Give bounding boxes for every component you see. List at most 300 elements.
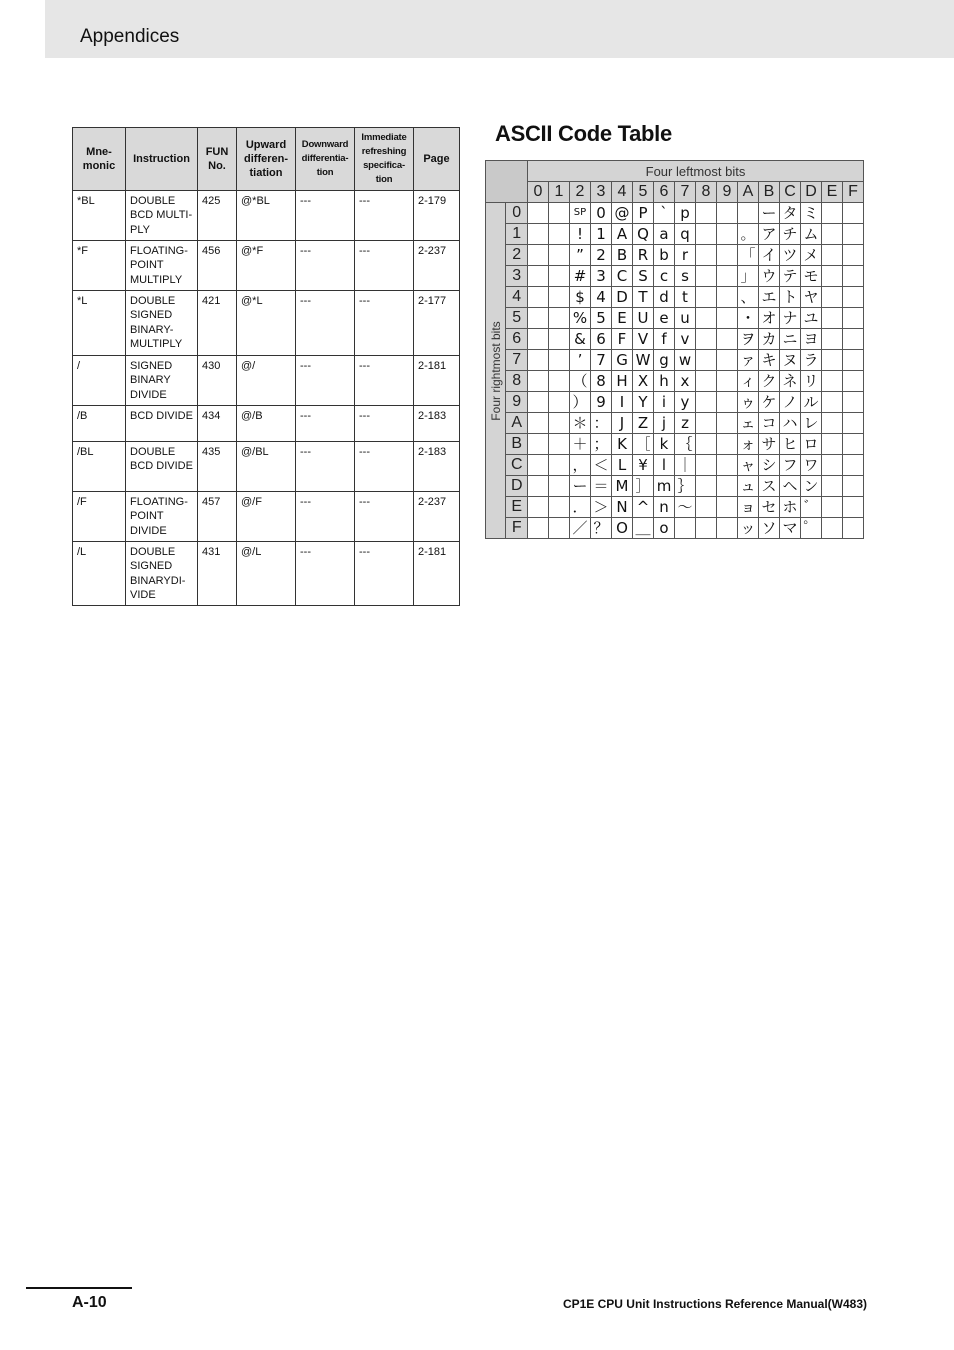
ascii-cell	[843, 455, 864, 476]
ascii-cell: ／	[570, 518, 591, 539]
ascii-cell: ラ	[801, 350, 822, 371]
ascii-cell: Z	[633, 413, 654, 434]
ascii-cell	[549, 455, 570, 476]
ascii-cell: ヘ	[780, 476, 801, 497]
ascii-cell: ー	[570, 476, 591, 497]
ascii-cell: ソ	[759, 518, 780, 539]
ascii-cell: z	[675, 413, 696, 434]
ascii-cell	[843, 203, 864, 224]
page-cell: 2-183	[414, 442, 460, 492]
ascii-cell	[843, 245, 864, 266]
ascii-cell: ッ	[738, 518, 759, 539]
ascii-cell: ハ	[780, 413, 801, 434]
ascii-cell: ）	[570, 392, 591, 413]
ascii-cell: ス	[759, 476, 780, 497]
ascii-cell: ＋	[570, 434, 591, 455]
fun-no-cell: 421	[198, 291, 237, 356]
ascii-cell: S	[633, 266, 654, 287]
header-page: Page	[414, 128, 460, 191]
fun-no-cell: 435	[198, 442, 237, 492]
downward-cell: ---	[296, 291, 355, 356]
ascii-cell: ツ	[780, 245, 801, 266]
ascii-cell: L	[612, 455, 633, 476]
ascii-cell	[717, 518, 738, 539]
ascii-cell: ネ	[780, 371, 801, 392]
ascii-cell	[549, 329, 570, 350]
ascii-cell: ナ	[780, 308, 801, 329]
ascii-cell	[843, 371, 864, 392]
ascii-cell: フ	[780, 455, 801, 476]
ascii-cell: %	[570, 308, 591, 329]
ascii-cell	[528, 518, 549, 539]
instruction-cell: DOUBLE BCD DIVIDE	[126, 442, 198, 492]
ascii-cell	[717, 329, 738, 350]
ascii-cell: s	[675, 266, 696, 287]
downward-cell: ---	[296, 241, 355, 291]
table-row	[73, 442, 460, 492]
ascii-cell: 0	[591, 203, 612, 224]
instruction-cell: DOUBLE SIGNED BINARYDI-VIDE	[126, 542, 198, 606]
header-immediate: Immediate refreshing specifica- tion	[355, 128, 414, 191]
ascii-cell: $	[570, 287, 591, 308]
ascii-cell: i	[654, 392, 675, 413]
ascii-column-header: 3	[591, 182, 612, 203]
ascii-cell: ン	[801, 476, 822, 497]
ascii-cell	[549, 413, 570, 434]
ascii-cell	[843, 350, 864, 371]
header-downward: Downward differentia- tion	[296, 128, 355, 191]
table-row	[73, 241, 460, 291]
ascii-cell: ュ	[738, 476, 759, 497]
ascii-cell: オ	[759, 308, 780, 329]
ascii-cell: ？	[591, 518, 612, 539]
ascii-cell	[717, 413, 738, 434]
ascii-cell	[696, 497, 717, 518]
ascii-cell: ゛	[801, 497, 822, 518]
ascii-column-header: 7	[675, 182, 696, 203]
table-row	[73, 356, 460, 406]
ascii-cell	[696, 518, 717, 539]
ascii-row	[486, 266, 864, 287]
ascii-column-header: 9	[717, 182, 738, 203]
ascii-corner	[486, 161, 528, 203]
ascii-row-header: D	[506, 476, 528, 497]
page-cell: 2-179	[414, 191, 460, 241]
ascii-cell: ＿	[633, 518, 654, 539]
ascii-cell	[717, 308, 738, 329]
ascii-cell: メ	[801, 245, 822, 266]
ascii-cell: モ	[801, 266, 822, 287]
immediate-cell: ---	[355, 442, 414, 492]
ascii-cell	[843, 413, 864, 434]
table-row	[73, 291, 460, 356]
ascii-cell: J	[612, 413, 633, 434]
ascii-cell	[843, 329, 864, 350]
page-cell: 2-181	[414, 542, 460, 606]
ascii-cell: ＊	[570, 413, 591, 434]
section-title: Appendices	[80, 26, 180, 47]
fun-no-cell: 456	[198, 241, 237, 291]
ascii-cell: `	[654, 203, 675, 224]
ascii-cell: ：	[591, 413, 612, 434]
ascii-cell	[549, 308, 570, 329]
ascii-cell	[843, 518, 864, 539]
ascii-cell	[696, 413, 717, 434]
ascii-cell	[822, 455, 843, 476]
instruction-cell: BCD DIVIDE	[126, 406, 198, 442]
ascii-cell: カ	[759, 329, 780, 350]
ascii-column-header: 0	[528, 182, 549, 203]
ascii-cell: ニ	[780, 329, 801, 350]
ascii-cell: B	[612, 245, 633, 266]
ascii-cell	[528, 371, 549, 392]
ascii-cell: ホ	[780, 497, 801, 518]
ascii-row	[486, 434, 864, 455]
upward-cell: @/L	[237, 542, 296, 606]
ascii-cell	[528, 392, 549, 413]
ascii-cell: 4	[591, 287, 612, 308]
ascii-cell	[822, 413, 843, 434]
downward-cell: ---	[296, 356, 355, 406]
ascii-column-header: A	[738, 182, 759, 203]
ascii-cell: ’	[570, 350, 591, 371]
ascii-cell	[528, 329, 549, 350]
ascii-cell: n	[654, 497, 675, 518]
ascii-cell: T	[633, 287, 654, 308]
mnemonic-cell: *BL	[73, 191, 126, 241]
ascii-cell: ”	[570, 245, 591, 266]
ascii-cell	[549, 350, 570, 371]
ascii-cell	[717, 476, 738, 497]
ascii-cell	[549, 434, 570, 455]
ascii-cell: o	[654, 518, 675, 539]
downward-cell: ---	[296, 542, 355, 606]
ascii-cell: m	[654, 476, 675, 497]
ascii-cell: 8	[591, 371, 612, 392]
mnemonic-cell: *L	[73, 291, 126, 356]
ascii-cell: y	[675, 392, 696, 413]
ascii-row	[486, 518, 864, 539]
ascii-cell	[696, 455, 717, 476]
ascii-cell: h	[654, 371, 675, 392]
ascii-cell	[822, 434, 843, 455]
upward-cell: @*F	[237, 241, 296, 291]
ascii-cell: U	[633, 308, 654, 329]
ascii-row	[486, 245, 864, 266]
ascii-cell	[822, 497, 843, 518]
ascii-row-header: E	[506, 497, 528, 518]
ascii-cell	[717, 203, 738, 224]
ascii-cell	[696, 287, 717, 308]
ascii-cell	[549, 476, 570, 497]
ascii-cell: ォ	[738, 434, 759, 455]
ascii-cell	[717, 497, 738, 518]
ascii-cell: 1	[591, 224, 612, 245]
immediate-cell: ---	[355, 492, 414, 542]
ascii-cell: ＜	[591, 455, 612, 476]
ascii-row	[486, 329, 864, 350]
ascii-cell: C	[612, 266, 633, 287]
ascii-cell: SP	[570, 203, 591, 224]
ascii-cell	[822, 287, 843, 308]
ascii-cell	[717, 287, 738, 308]
ascii-cell: 3	[591, 266, 612, 287]
ascii-cell: M	[612, 476, 633, 497]
ascii-cell: ー	[759, 203, 780, 224]
header-fun-no: FUN No.	[198, 128, 237, 191]
ascii-cell	[822, 266, 843, 287]
ascii-cell: ト	[780, 287, 801, 308]
ascii-cell	[549, 497, 570, 518]
header-band	[45, 0, 954, 58]
ascii-row-header: B	[506, 434, 528, 455]
ascii-cell: 6	[591, 329, 612, 350]
upward-cell: @/	[237, 356, 296, 406]
ascii-cell: a	[654, 224, 675, 245]
ascii-cell: j	[654, 413, 675, 434]
instruction-table	[72, 127, 460, 606]
ascii-cell: タ	[780, 203, 801, 224]
ascii-cell: R	[633, 245, 654, 266]
ascii-cell: A	[612, 224, 633, 245]
ascii-cell	[549, 392, 570, 413]
fun-no-cell: 430	[198, 356, 237, 406]
ascii-row-header: 7	[506, 350, 528, 371]
ascii-cell: ・	[738, 308, 759, 329]
ascii-row-header: 0	[506, 203, 528, 224]
ascii-cell	[738, 203, 759, 224]
ascii-cell	[843, 497, 864, 518]
ascii-cell	[549, 245, 570, 266]
ascii-cell: ．	[570, 497, 591, 518]
ascii-cell	[822, 329, 843, 350]
ascii-cell: ；	[591, 434, 612, 455]
ascii-row	[486, 224, 864, 245]
ascii-row-header: 2	[506, 245, 528, 266]
fun-no-cell: 457	[198, 492, 237, 542]
ascii-cell	[528, 203, 549, 224]
ascii-cell: ノ	[780, 392, 801, 413]
row-group-label: Four rightmost bits	[488, 320, 503, 421]
ascii-cell	[528, 224, 549, 245]
table-row	[73, 191, 460, 241]
ascii-cell	[528, 413, 549, 434]
instruction-cell: FLOATING-POINT DIVIDE	[126, 492, 198, 542]
ascii-cell: p	[675, 203, 696, 224]
ascii-cell: ィ	[738, 371, 759, 392]
ascii-cell	[717, 266, 738, 287]
table-row	[73, 406, 460, 442]
downward-cell: ---	[296, 406, 355, 442]
row-group-label-cell	[486, 203, 506, 539]
ascii-cell	[528, 434, 549, 455]
ascii-cell: #	[570, 266, 591, 287]
ascii-cell: （	[570, 371, 591, 392]
ascii-cell	[717, 371, 738, 392]
ascii-code-table	[485, 160, 864, 539]
instruction-cell: FLOATING-POINT MULTIPLY	[126, 241, 198, 291]
ascii-cell: ヌ	[780, 350, 801, 371]
ascii-cell: P	[633, 203, 654, 224]
ascii-cell: ，	[570, 455, 591, 476]
ascii-cell: E	[612, 308, 633, 329]
ascii-row-header: 3	[506, 266, 528, 287]
ascii-row-header: 6	[506, 329, 528, 350]
ascii-cell: ケ	[759, 392, 780, 413]
ascii-cell: H	[612, 371, 633, 392]
ascii-cell	[843, 434, 864, 455]
ascii-row-header: 1	[506, 224, 528, 245]
ascii-cell: O	[612, 518, 633, 539]
ascii-cell	[528, 476, 549, 497]
header-mnemonic: Mne- monic	[73, 128, 126, 191]
ascii-cell	[696, 308, 717, 329]
ascii-cell	[528, 245, 549, 266]
ascii-cell: N	[612, 497, 633, 518]
ascii-cell: ロ	[801, 434, 822, 455]
ascii-column-header: D	[801, 182, 822, 203]
upward-cell: @*L	[237, 291, 296, 356]
ascii-cell	[843, 224, 864, 245]
ascii-cell	[549, 287, 570, 308]
ascii-row	[486, 455, 864, 476]
ascii-row	[486, 203, 864, 224]
instruction-cell: DOUBLE SIGNED BINARY-MULTIPLY	[126, 291, 198, 356]
ascii-column-header-row	[486, 182, 864, 203]
ascii-column-header: F	[843, 182, 864, 203]
ascii-cell	[675, 518, 696, 539]
ascii-cell: リ	[801, 371, 822, 392]
page-number: A-10	[72, 1294, 107, 1311]
instruction-cell: DOUBLE BCD MULTI-PLY	[126, 191, 198, 241]
ascii-row-header: 5	[506, 308, 528, 329]
ascii-row-header: F	[506, 518, 528, 539]
ascii-row	[486, 497, 864, 518]
ascii-cell: F	[612, 329, 633, 350]
ascii-cell: 9	[591, 392, 612, 413]
ascii-cell: l	[654, 455, 675, 476]
ascii-row	[486, 287, 864, 308]
ascii-row	[486, 350, 864, 371]
immediate-cell: ---	[355, 191, 414, 241]
ascii-cell	[696, 245, 717, 266]
ascii-cell: ｛	[675, 434, 696, 455]
ascii-cell: e	[654, 308, 675, 329]
footer-rule	[26, 1287, 132, 1289]
page-cell: 2-177	[414, 291, 460, 356]
ascii-cell	[696, 434, 717, 455]
ascii-cell: ～	[675, 497, 696, 518]
ascii-cell: w	[675, 350, 696, 371]
ascii-cell	[696, 329, 717, 350]
ascii-cell: V	[633, 329, 654, 350]
ascii-cell: u	[675, 308, 696, 329]
ascii-cell: 。	[738, 224, 759, 245]
ascii-cell: キ	[759, 350, 780, 371]
ascii-cell	[528, 308, 549, 329]
fun-no-cell: 434	[198, 406, 237, 442]
ascii-row	[486, 392, 864, 413]
immediate-cell: ---	[355, 356, 414, 406]
immediate-cell: ---	[355, 291, 414, 356]
ascii-cell: イ	[759, 245, 780, 266]
ascii-cell: v	[675, 329, 696, 350]
ascii-column-header: E	[822, 182, 843, 203]
ascii-cell: セ	[759, 497, 780, 518]
ascii-cell: ¥	[633, 455, 654, 476]
ascii-cell: Y	[633, 392, 654, 413]
ascii-cell	[822, 245, 843, 266]
ascii-cell	[717, 392, 738, 413]
ascii-cell: 、	[738, 287, 759, 308]
manual-title: CP1E CPU Unit Instructions Reference Manual(W483)	[562, 1297, 867, 1311]
ascii-row-header: 4	[506, 287, 528, 308]
fun-no-cell: 425	[198, 191, 237, 241]
ascii-cell	[528, 497, 549, 518]
ascii-cell: W	[633, 350, 654, 371]
table-row	[73, 492, 460, 542]
ascii-cell: D	[612, 287, 633, 308]
ascii-cell: ル	[801, 392, 822, 413]
ascii-cell: &	[570, 329, 591, 350]
ascii-cell	[822, 224, 843, 245]
downward-cell: ---	[296, 492, 355, 542]
ascii-cell: サ	[759, 434, 780, 455]
ascii-cell: 2	[591, 245, 612, 266]
ascii-cell	[717, 455, 738, 476]
ascii-cell: b	[654, 245, 675, 266]
ascii-cell: ｝	[675, 476, 696, 497]
ascii-cell: f	[654, 329, 675, 350]
ascii-cell: ァ	[738, 350, 759, 371]
ascii-cell	[843, 287, 864, 308]
ascii-cell	[696, 371, 717, 392]
mnemonic-cell: /B	[73, 406, 126, 442]
ascii-cell: チ	[780, 224, 801, 245]
ascii-cell	[528, 455, 549, 476]
ascii-row-header: C	[506, 455, 528, 476]
ascii-cell: ム	[801, 224, 822, 245]
ascii-column-header: 1	[549, 182, 570, 203]
ascii-cell	[549, 266, 570, 287]
ascii-cell: ョ	[738, 497, 759, 518]
ascii-cell: ［	[633, 434, 654, 455]
ascii-cell: ウ	[759, 266, 780, 287]
ascii-cell: q	[675, 224, 696, 245]
upward-cell: @/F	[237, 492, 296, 542]
ascii-cell: 7	[591, 350, 612, 371]
ascii-column-header: 2	[570, 182, 591, 203]
ascii-column-header: B	[759, 182, 780, 203]
ascii-cell: ユ	[801, 308, 822, 329]
ascii-cell: 「	[738, 245, 759, 266]
upward-cell: @/B	[237, 406, 296, 442]
ascii-cell: c	[654, 266, 675, 287]
immediate-cell: ---	[355, 542, 414, 606]
ascii-cell	[717, 434, 738, 455]
ascii-cell: @	[612, 203, 633, 224]
ascii-cell	[843, 308, 864, 329]
ascii-cell	[549, 224, 570, 245]
ascii-cell	[822, 308, 843, 329]
ascii-cell: ＞	[591, 497, 612, 518]
ascii-cell: ヨ	[801, 329, 822, 350]
ascii-cell	[843, 392, 864, 413]
ascii-column-header: C	[780, 182, 801, 203]
ascii-cell	[696, 266, 717, 287]
ascii-column-header: 5	[633, 182, 654, 203]
ascii-row	[486, 371, 864, 392]
